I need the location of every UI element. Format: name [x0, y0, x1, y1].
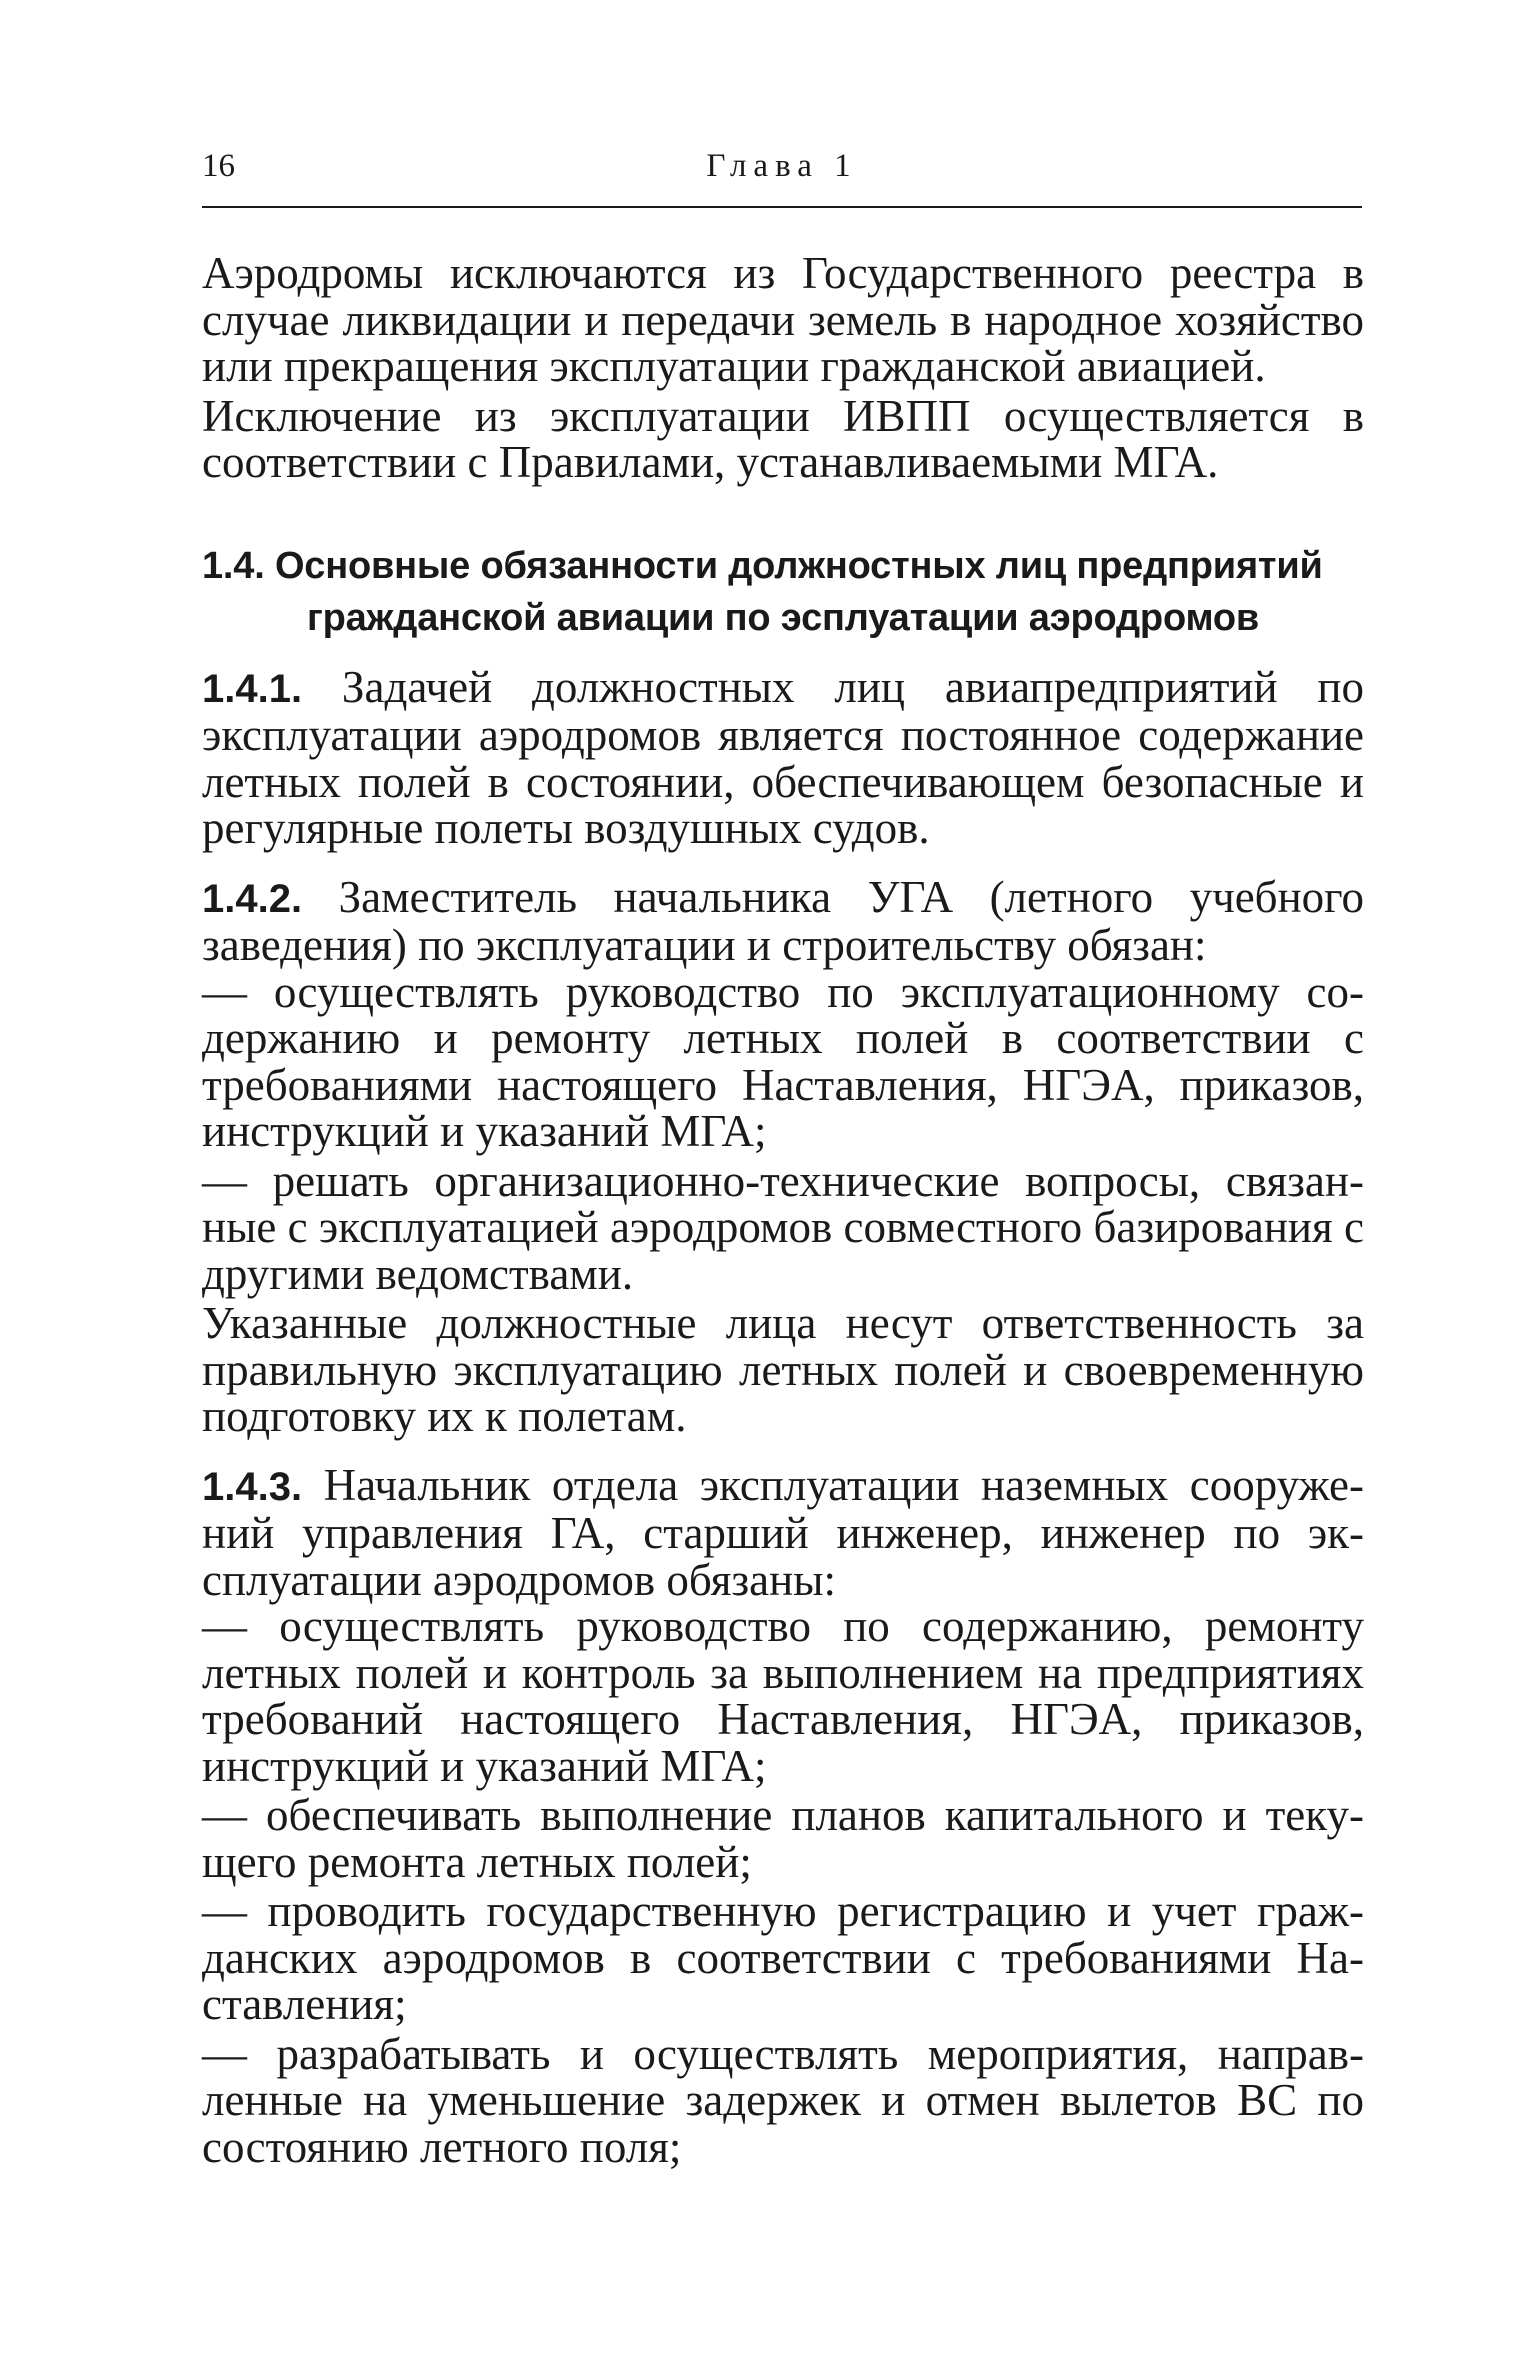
section-heading: [202, 540, 1364, 644]
header-rule: [202, 206, 1362, 208]
clause-1-4-2-text: Заместитель начальника УГА (летного учебного заведения) по эксплуатации и строительству обязан:: [202, 871, 1364, 970]
running-head: Глава 1: [706, 148, 858, 184]
page-header: [202, 148, 1362, 198]
clause-1-4-3-item-1: — осуществлять руководство по содержанию, ремонту летных полей и контроль за выполнением на предприятиях требований настоящего Наставления, НГЭА, приказов, инструкций и указаний МГА;: [202, 1601, 1364, 1791]
section-title-line-2: гражданской авиации по эсплуатации аэродромов: [306, 596, 1260, 639]
paragraph-ivpp-exclusion: Исключение из эксплуатации ИВПП осуществляется в соответствии с Правилами, устанавливаемыми МГА.: [202, 390, 1364, 487]
clause-1-4-2-item-1: — осуществлять руководство по эксплуатационному содержанию и ремонту летных полей в соответствии с требованиями настоящего Наставления, НГЭА, приказов, инструкций и указаний МГА;: [202, 966, 1364, 1156]
clause-1-4-3-text: Начальник отдела эксплуатации наземных сооружений управления ГА, старший инженер, инженер по эксплуатации аэродромов обязаны:: [202, 1459, 1364, 1605]
clause-1-4-3: [202, 1459, 1364, 1605]
clause-1-4-2-closing: Указанные должностные лица несут ответственность за правильную эксплуатацию летных полей и своевременную подготовку их к полетам.: [202, 1298, 1364, 1441]
clause-1-4-3-number: 1.4.3.: [202, 1464, 303, 1509]
clause-1-4-1-text: Задачей должностных лиц авиапредприятий по эксплуатации аэродромов является постоянное содержание летных полей в состоянии, обеспечивающем безопасные и регулярные полеты воздушных судов.: [202, 661, 1364, 853]
section-number: 1.4.: [202, 544, 265, 587]
section-title-line-1: Основные обязанности должностных лиц предприятий: [274, 544, 1323, 587]
clause-1-4-1-number: 1.4.1.: [202, 666, 303, 711]
clause-1-4-3-item-2: — обеспечивать выполнение планов капитального и текущего ремонта летных полей;: [202, 1790, 1364, 1887]
clause-1-4-2: [202, 871, 1364, 970]
section-heading-line-1: [202, 540, 1364, 592]
clause-1-4-1: [202, 661, 1364, 853]
page-number: 16: [202, 148, 235, 184]
clause-1-4-3-item-3: — проводить государственную регистрацию и учет гражданских аэродромов в соответствии с требованиями Наставления;: [202, 1886, 1364, 2029]
clause-1-4-2-item-2: — решать организационно-технические вопросы, связанные с эксплуатацией аэродромов совместного базирования с другими ведомствами.: [202, 1155, 1364, 1299]
clause-1-4-2-number: 1.4.2.: [202, 876, 303, 921]
paragraph-registry-exclusion: Аэродромы исключаются из Государственного реестра в случае ликвидации и передачи земель в народное хозяйство или прекращения эксплуатации гражданской авиацией.: [202, 248, 1364, 391]
body-text: [202, 250, 1364, 2170]
clause-1-4-3-item-4: — разрабатывать и осуществлять мероприятия, направленные на уменьшение задержек и отмен вылетов ВС по состоянию летного поля;: [202, 2028, 1364, 2172]
